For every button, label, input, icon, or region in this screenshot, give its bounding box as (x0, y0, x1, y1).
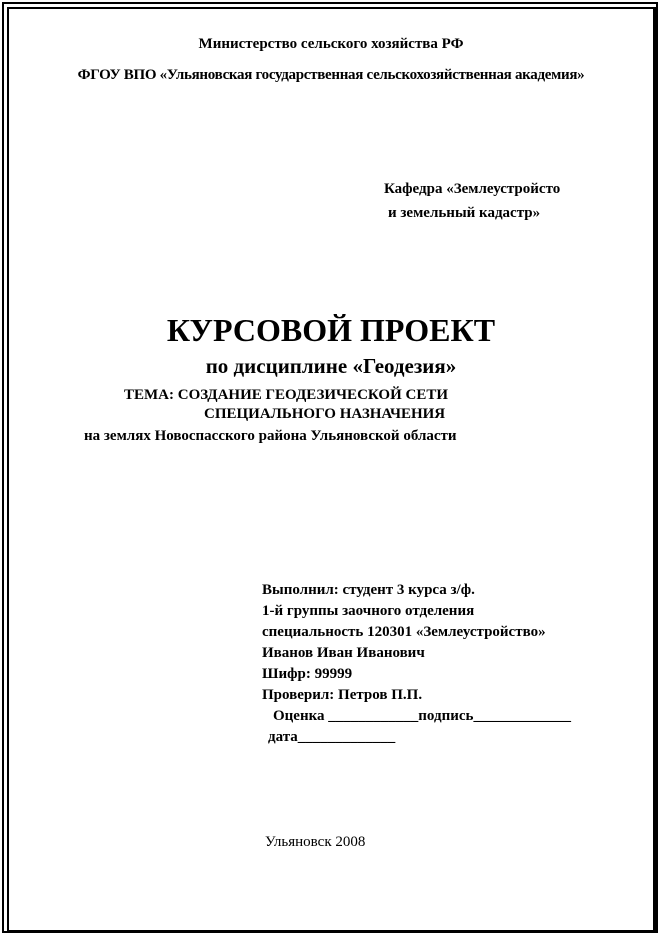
department-line-2: и земельный кадастр» (388, 205, 541, 221)
author-info-block (262, 580, 571, 748)
academy-name: ФГОУ ВПО «Ульяновская государственная сельскохозяйственная академия» (77, 67, 585, 83)
document-title: КУРСОВОЙ ПРОЕКТ (166, 312, 496, 348)
theme-line-1: ТЕМА: СОЗДАНИЕ ГЕОДЕЗИЧЕСКОЙ СЕТИ (124, 387, 448, 403)
specialty: специальность 120301 «Землеустройство» (262, 624, 546, 640)
performed-by: Выполнил: студент 3 курса з/ф. (262, 582, 475, 598)
theme-line-2: СПЕЦИАЛЬНОГО НАЗНАЧЕНИЯ (204, 406, 446, 422)
city-year: Ульяновск 2008 (265, 834, 366, 850)
ministry-name: Министерство сельского хозяйства РФ (198, 36, 464, 52)
checked-by: Проверил: Петров П.П. (262, 687, 423, 703)
grade-signature-line: Оценка ____________подпись_____________ (273, 708, 571, 724)
location: на землях Новоспасского района Ульяновской области (84, 428, 457, 444)
group: 1-й группы заочного отделения (262, 603, 475, 619)
discipline: по дисциплине «Геодезия» (205, 354, 457, 378)
date-line: дата_____________ (268, 729, 396, 745)
page-border-inner (7, 7, 656, 933)
cipher: Шифр: 99999 (262, 666, 353, 682)
student-name: Иванов Иван Иванович (262, 645, 425, 661)
department-line-1: Кафедра «Землеустройсто (384, 181, 561, 197)
